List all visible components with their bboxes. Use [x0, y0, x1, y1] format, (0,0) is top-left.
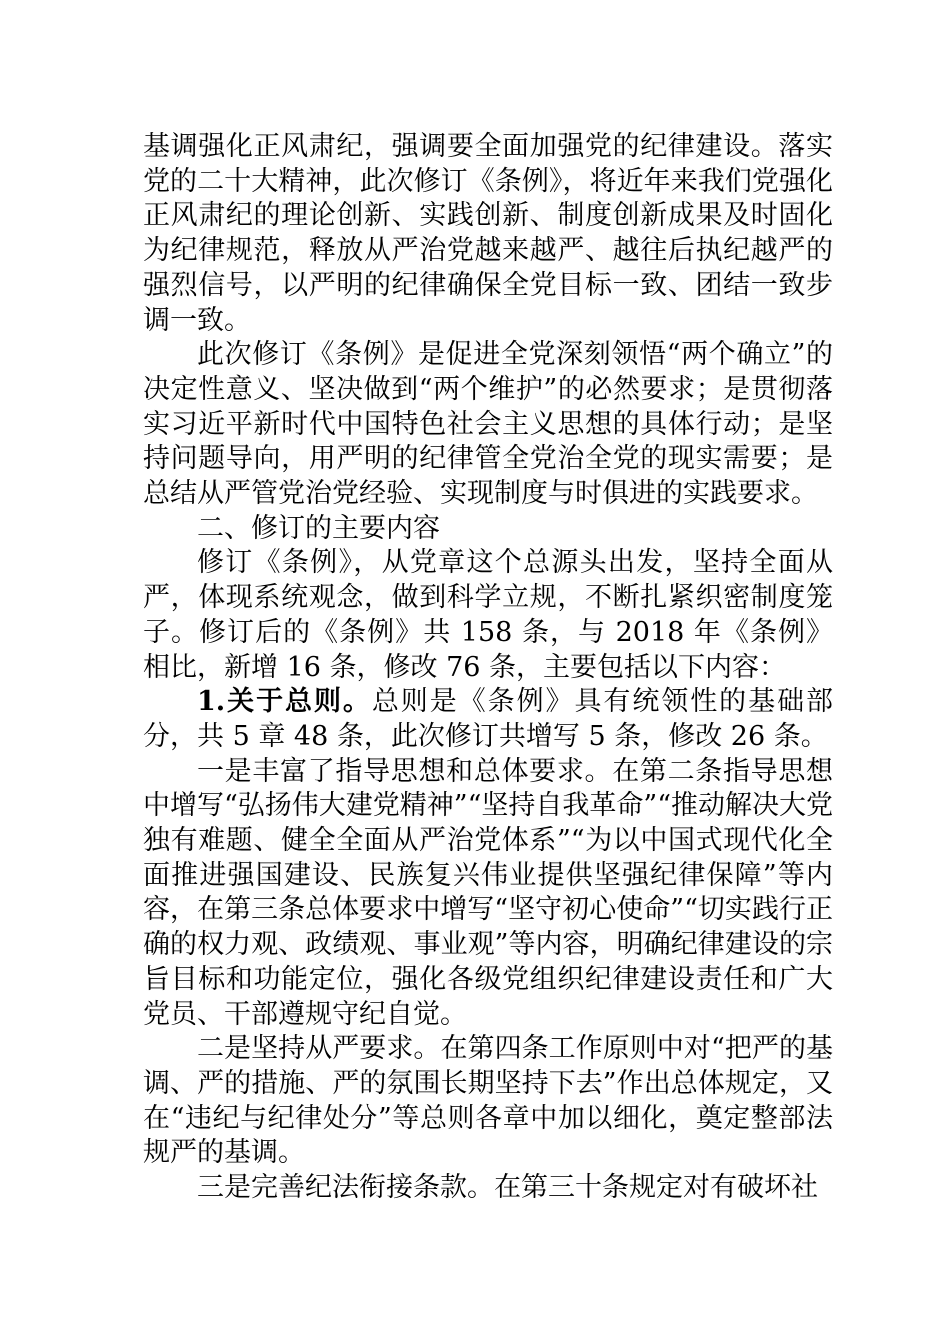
paragraph-3-text: 修订《条例》，从党章这个总源头出发，坚持全面从严，体现系统观念，做到科学立规，不断扎紧织密制度笼子。修订后的《条例》共 158 条，与 2018 年《条例》相比，新增 16 条，修改 76 条，主要包括以下内容： [143, 547, 833, 683]
paragraph-7 [143, 1171, 833, 1206]
paragraph-6 [143, 1032, 833, 1171]
paragraph-5-text: 一是丰富了指导思想和总体要求。在第二条指导思想中增写“弘扬伟大建党精神”“坚持自我革命”“推动解决大党独有难题、健全全面从严治党体系”“为以中国式现代化全面推进强国建设、民族复兴伟业提供坚强纪律保障”等内容，在第三条总体要求中增写“坚守初心使命”“切实践行正确的权力观、政绩观、事业观”等内容，明确纪律建设的宗旨目标和功能定位，强化各级党组织纪律建设责任和广大党员、干部遵规守纪自觉。 [143, 755, 834, 1030]
document-body [143, 130, 833, 1206]
paragraph-6-text: 二是坚持从严要求。在第四条工作原则中对“把严的基调、严的措施、严的氛围长期坚持下去”作出总体规定，又在“违纪与纪律处分”等总则各章中加以细化，奠定整部法规严的基调。 [143, 1033, 833, 1169]
paragraph-4 [143, 685, 833, 754]
section-heading [143, 512, 833, 547]
paragraph-4-text: 总则是《条例》具有统领性的基础部分，共 5 章 48 条，此次修订共增写 5 条，修改 26 条。 [143, 686, 834, 752]
section-heading-text: 二、修订的主要内容 [197, 512, 440, 544]
paragraph-7-text: 三是完善纪法衔接条款。在第三十条规定对有破坏社 [197, 1172, 818, 1204]
paragraph-5 [143, 755, 833, 1033]
paragraph-4-lead: 1.关于总则。 [197, 686, 372, 718]
paragraph-2-text: 此次修订《条例》是促进全党深刻领悟“两个确立”的决定性意义、坚决做到“两个维护”的必然要求；是贯彻落实习近平新时代中国特色社会主义思想的具体行动；是坚持问题导向，用严明的纪律管全党治全党的现实需要；是总结从严管党治党经验、实现制度与时俱进的实践要求。 [143, 339, 833, 510]
paragraph-3 [143, 546, 833, 685]
paragraph-1-text: 基调强化正风肃纪，强调要全面加强党的纪律建设。落实党的二十大精神，此次修订《条例》，将近年来我们党强化正风肃纪的理论创新、实践创新、制度创新成果及时固化为纪律规范，释放从严治党越来越严、越往后执纪越严的强烈信号，以严明的纪律确保全党目标一致、团结一致步调一致。 [143, 131, 833, 336]
paragraph-2 [143, 338, 833, 512]
paragraph-1 [143, 130, 833, 338]
